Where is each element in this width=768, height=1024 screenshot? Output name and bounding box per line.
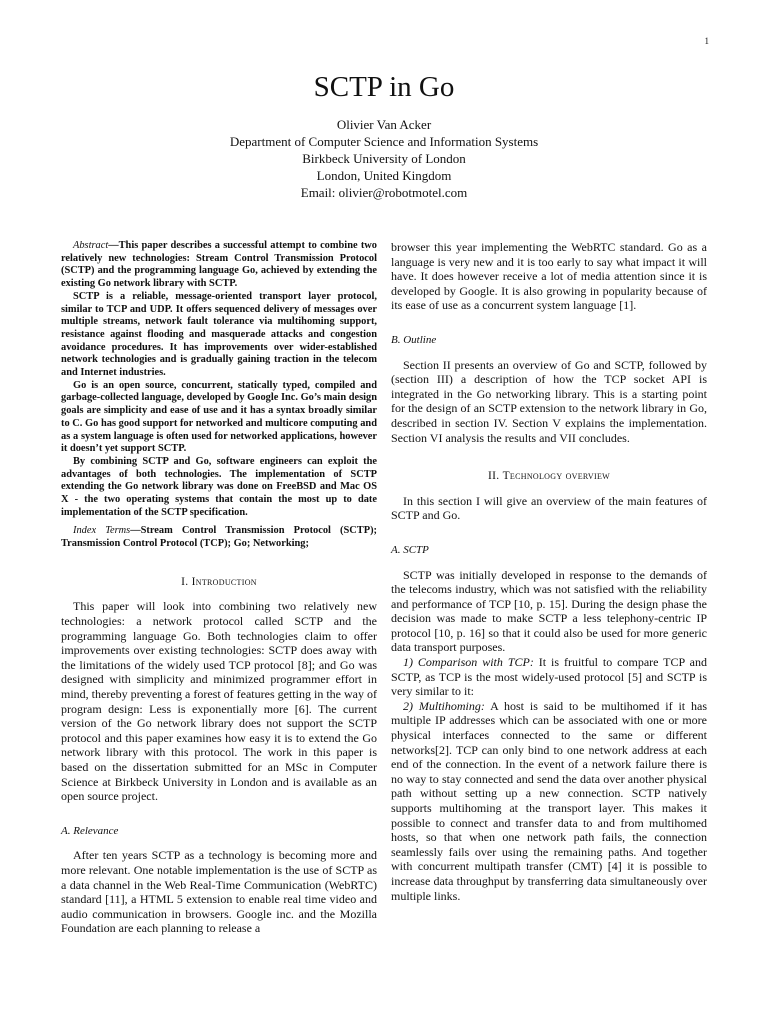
index-terms-label: Index Terms — [73, 525, 131, 537]
author-name: Olivier Van Acker — [336, 116, 432, 132]
section-title: Introduction — [191, 575, 257, 588]
abstract-text: —This paper describes a successful attempt to combine two relatively new technologies: Stream Control Transmission Protocol (SCTP) and the programming language Go, achieved by extending the existing Go network library with SCTP. — [61, 240, 377, 290]
subsection-heading-sctp: A. SCTP — [391, 543, 429, 556]
abstract-paragraph: By combining SCTP and Go, software engineers can exploit the advantages of both technologies. The implementation of SCTP extending the Go network library was done on FreeBSD and Mac OS X - the two operating systems that contain the most up to date implementation of the SCTP specification. — [61, 455, 377, 518]
abstract-label: Abstract — [73, 240, 109, 251]
section-numeral: I. — [181, 575, 189, 588]
subsection-heading-relevance: A. Relevance — [61, 824, 119, 837]
relevance-continuation: browser this year implementing the WebRTC standard. Go as a language is very new and it is too early to say what impact it will have. It does however receive a lot of media attention since it is developed by Google. It is also growing in popularity because of its ease of use as a concurrent system language [1]. — [391, 240, 707, 313]
outline-paragraph: Section II presents an overview of Go and SCTP, followed by (section III) a description of how the TCP socket API is integrated in the Go networking library. This is a starting point for the design of an SCTP extension to the network library in Go, described in section IV. Section V explains the implementation. Section VI analysis the results and VII concludes. — [391, 357, 707, 445]
left-column — [61, 240, 377, 936]
abstract-paragraph: SCTP is a reliable, message-oriented transport layer protocol, similar to TCP and UDP. It offers sequenced delivery of messages over multiple streams, network fault tolerance via multihoming support, resistance against flooding and masquerade attacks and congestion avoidance procedures. It has improvements over wider-established network technologies and is gradually gaining traction in the telecom and Internet industries. — [61, 290, 377, 379]
comparison-text: It is fruitful to compare TCP and SCTP, as TCP is the most widely-used protocol [5] and SCTP is very similar to it: — [391, 655, 708, 699]
section-numeral: II. — [487, 470, 500, 483]
index-terms-text: —Stream Control Transmission Protocol (SCTP); Transmission Control Protocol (TCP); Go; Networking; — [61, 525, 377, 550]
multihoming-text: A host is said to be multihomed if it has multiple IP addresses which can be associated with one or more physical interfaces connected to the same or different networks[2]. TCP can only bind to one network address at each end of the connection. In the event of a network failure there is no way to stay connected and send the data over another physical path without setting up a new connection. SCTP natively supports multihoming at the transport layer. This makes it possible to connect and transfer data to and from multihomed hosts, so that when one network path fails, the connection seamlessly fails over using the remaining paths. And together with concurrent multipath transfer (CMT) [4] it is possible to increase data throughput by transferring data simultaneously over multiple links. — [391, 698, 707, 903]
abstract-paragraph: Go is an open source, concurrent, statically typed, compiled and garbage-collected language, developed by Google Inc. Go’s main design goals are simplicity and ease of use and it has a syntax broadly similar to C. Go has good support for networked and multicore computing and as a system language is often used for networked applications, however it doesn’t yet support SCTP. — [61, 379, 377, 455]
multihoming-paragraph — [391, 699, 707, 903]
author-email: Email: olivier@robotmotel.com — [300, 184, 468, 200]
comparison-paragraph — [391, 655, 707, 699]
author-location: London, United Kingdom — [316, 167, 452, 183]
abstract-paragraph — [61, 240, 377, 291]
paper-header — [0, 72, 768, 201]
comparison-heading: 1) Comparison with TCP: — [403, 655, 534, 670]
section-heading-introduction — [61, 575, 377, 590]
multihoming-heading: 2) Multihoming: — [403, 698, 485, 713]
subsection-heading-outline: B. Outline — [391, 333, 437, 346]
index-terms — [61, 525, 377, 550]
sctp-paragraph: SCTP was initially developed in response to the demands of the telecoms industry, which was not satisfied with the reliability and performance of TCP [10, p. 15]. During the design phase the decision was made to make SCTP a less telephony-centric IP protocol [10, p. 16] so that it could also be used for more generic data transport purposes. — [391, 567, 707, 655]
intro-paragraph: This paper will look into combining two relatively new technologies: a network protocol called SCTP and the programming language Go. Both technologies claim to offer improvements over existing technologies: SCTP does away with the limitations of the widely used TCP protocol [8]; and Go was designed with simplicity and minimized programmer effort in mind, thereby preventing a forest of features getting in the way of program design: Less is exponentially more [6]. The current version of the Go network library does not support the SCTP protocol and this paper examines how easy it is to extend the Go network library with this protocol. The work in this paper is based on the dissertation submitted for an MSc in Computer Science at Birkbeck University in London and is available as an open source project. — [61, 599, 377, 804]
page-number: 1 — [704, 36, 709, 46]
relevance-paragraph: After ten years SCTP as a technology is becoming more and more relevant. One notable implementation is the use of SCTP as a data channel in the Web Real-Time Communication (WebRTC) standard [11], a HTML 5 extension to enable real time video and audio communication in browsers. Google inc. and the Mozilla Foundation are each planning to release a — [61, 848, 377, 936]
tech-overview-paragraph: In this section I will give an overview of the main features of SCTP and Go. — [391, 493, 707, 523]
right-column — [391, 240, 707, 903]
section-title: Technology overview — [502, 470, 610, 483]
author-university: Birkbeck University of London — [302, 150, 466, 166]
paper-title: SCTP in Go — [313, 71, 455, 103]
section-heading-technology-overview — [391, 469, 707, 484]
author-department: Department of Computer Science and Information Systems — [229, 133, 539, 149]
